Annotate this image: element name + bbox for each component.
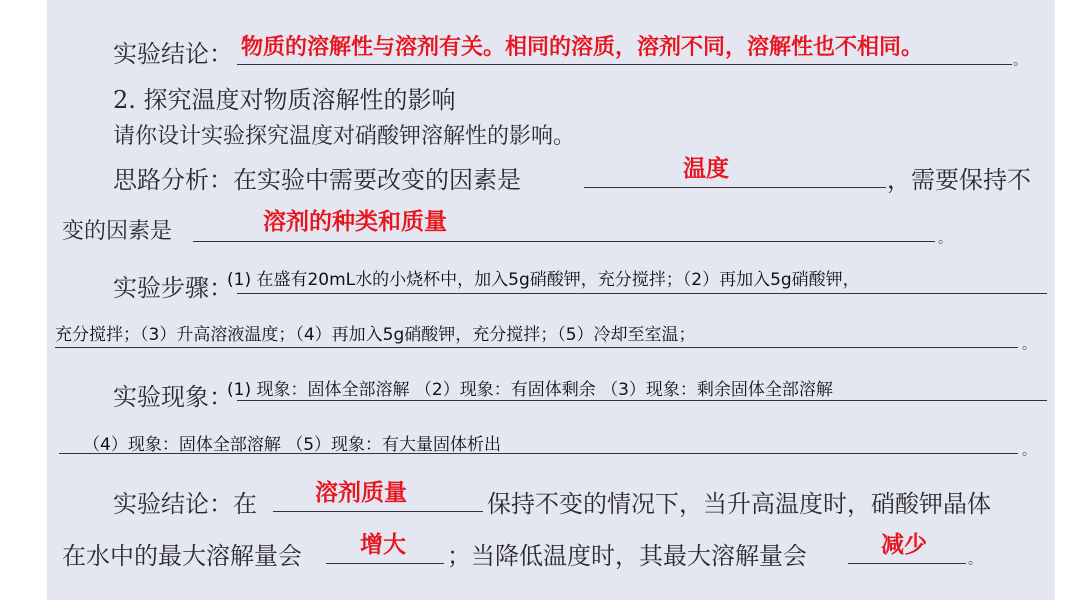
answer-line-5 xyxy=(193,241,935,242)
task-text: 请你设计实验探究温度对硝酸钾溶解性的影响。 xyxy=(113,124,576,149)
phenomenon-answer-2: （4）现象：固体全部溶解 （5）现象：有大量固体析出 xyxy=(83,435,502,455)
answer-line-6 xyxy=(237,293,1047,294)
conclusion-label-1: 实验结论： xyxy=(113,40,233,68)
phenomenon-answer-1: (1) 现象：固体全部溶解 （2）现象：有固体剩余 （3）现象：剩余固体全部溶解 xyxy=(227,380,833,400)
final-conclusion-tail: 保持不变的情况下，当升高温度时，硝酸钾晶体 xyxy=(487,490,991,518)
steps-label: 实验步骤： xyxy=(113,274,233,302)
phenomenon-label: 实验现象： xyxy=(113,383,233,411)
final-conclusion-answer-solvent-mass: 溶剂质量 xyxy=(315,480,407,506)
analysis-label: 思路分析：在实验中需要改变的因素是 xyxy=(113,166,521,194)
answer-line-11a xyxy=(326,563,444,564)
answer-line-7 xyxy=(55,347,1018,348)
answer-line-4 xyxy=(584,187,886,188)
answer-increase: 增大 xyxy=(360,532,406,558)
constant-factor-answer: 溶剂的种类和质量 xyxy=(263,209,447,235)
answer-line-1 xyxy=(237,64,1012,65)
period-7: 。 xyxy=(1022,337,1036,353)
analysis-answer-changed-factor: 温度 xyxy=(683,156,729,182)
period-11: 。 xyxy=(968,552,982,568)
constant-factor-label: 变的因素是 xyxy=(62,219,173,244)
period-9: 。 xyxy=(1022,443,1036,459)
section-heading: 2. 探究温度对物质溶解性的影响 xyxy=(113,86,456,114)
answer-decrease: 减少 xyxy=(881,532,927,558)
period-5: 。 xyxy=(938,231,952,247)
period-1: 。 xyxy=(1013,53,1027,69)
max-solubility-label: 在水中的最大溶解量会 xyxy=(62,542,302,570)
worksheet xyxy=(47,0,1055,600)
analysis-tail: ，需要保持不 xyxy=(887,166,1031,194)
steps-answer-1: (1) 在盛有20mL水的小烧杯中，加入5g硝酸钾，充分搅拌；（2）再加入5g硝酸钾， xyxy=(227,270,860,290)
answer-line-10 xyxy=(273,511,483,512)
steps-answer-2: 充分搅拌；（3）升高溶液温度；（4）再加入5g硝酸钾，充分搅拌；（5）冷却至室温； xyxy=(55,325,696,345)
max-solubility-mid: ；当降低温度时，其最大溶解量会 xyxy=(447,542,807,570)
conclusion-answer-1: 物质的溶解性与溶剂有关。相同的溶质，溶剂不同，溶解性也不相同。 xyxy=(241,35,924,60)
answer-line-11b xyxy=(848,563,966,564)
answer-line-8 xyxy=(237,400,1047,401)
final-conclusion-label: 实验结论：在 xyxy=(113,490,257,518)
answer-line-9 xyxy=(59,453,1018,454)
